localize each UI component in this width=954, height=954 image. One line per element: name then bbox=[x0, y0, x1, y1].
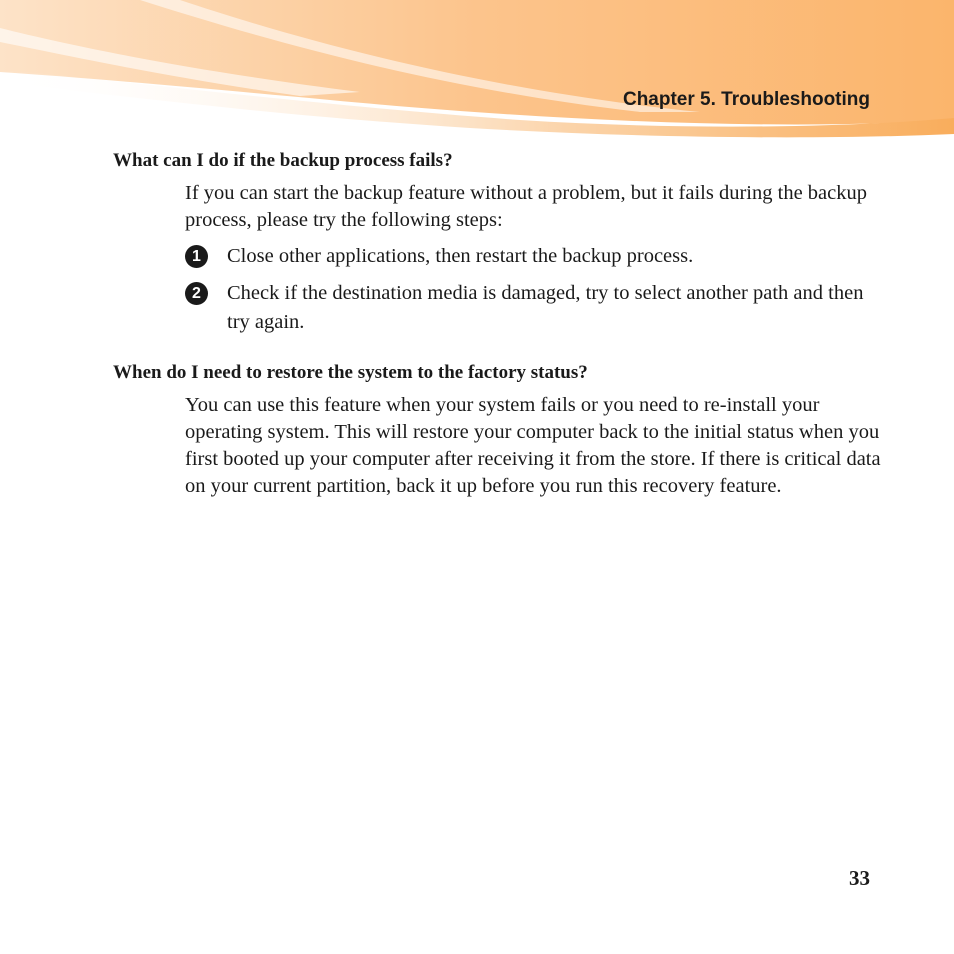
step-number-badge: 1 bbox=[185, 245, 208, 268]
section-heading-backup-fails: What can I do if the backup process fails? bbox=[113, 150, 453, 171]
header-decoration bbox=[0, 0, 954, 140]
page-number: 33 bbox=[849, 866, 870, 890]
backup-intro-paragraph: If you can start the backup feature without a problem, but it fails during the backup process, please try the following steps: bbox=[185, 182, 867, 231]
chapter-title: Chapter 5. Troubleshooting bbox=[622, 89, 870, 110]
section-heading-factory-restore: When do I need to restore the system to the factory status? bbox=[113, 362, 588, 383]
factory-restore-paragraph: You can use this feature when your system fails or you need to re-install your operating system. This will restore your computer back to the initial status when you first booted up your computer after receiving it from the store. If there is critical data on your current partition, back it up before you run this recovery feature. bbox=[185, 394, 881, 497]
step-text: Check if the destination media is damaged, try to select another path and then try again. bbox=[227, 282, 864, 333]
step-text: Close other applications, then restart the backup process. bbox=[227, 245, 694, 267]
step-number-badge: 2 bbox=[185, 282, 208, 305]
